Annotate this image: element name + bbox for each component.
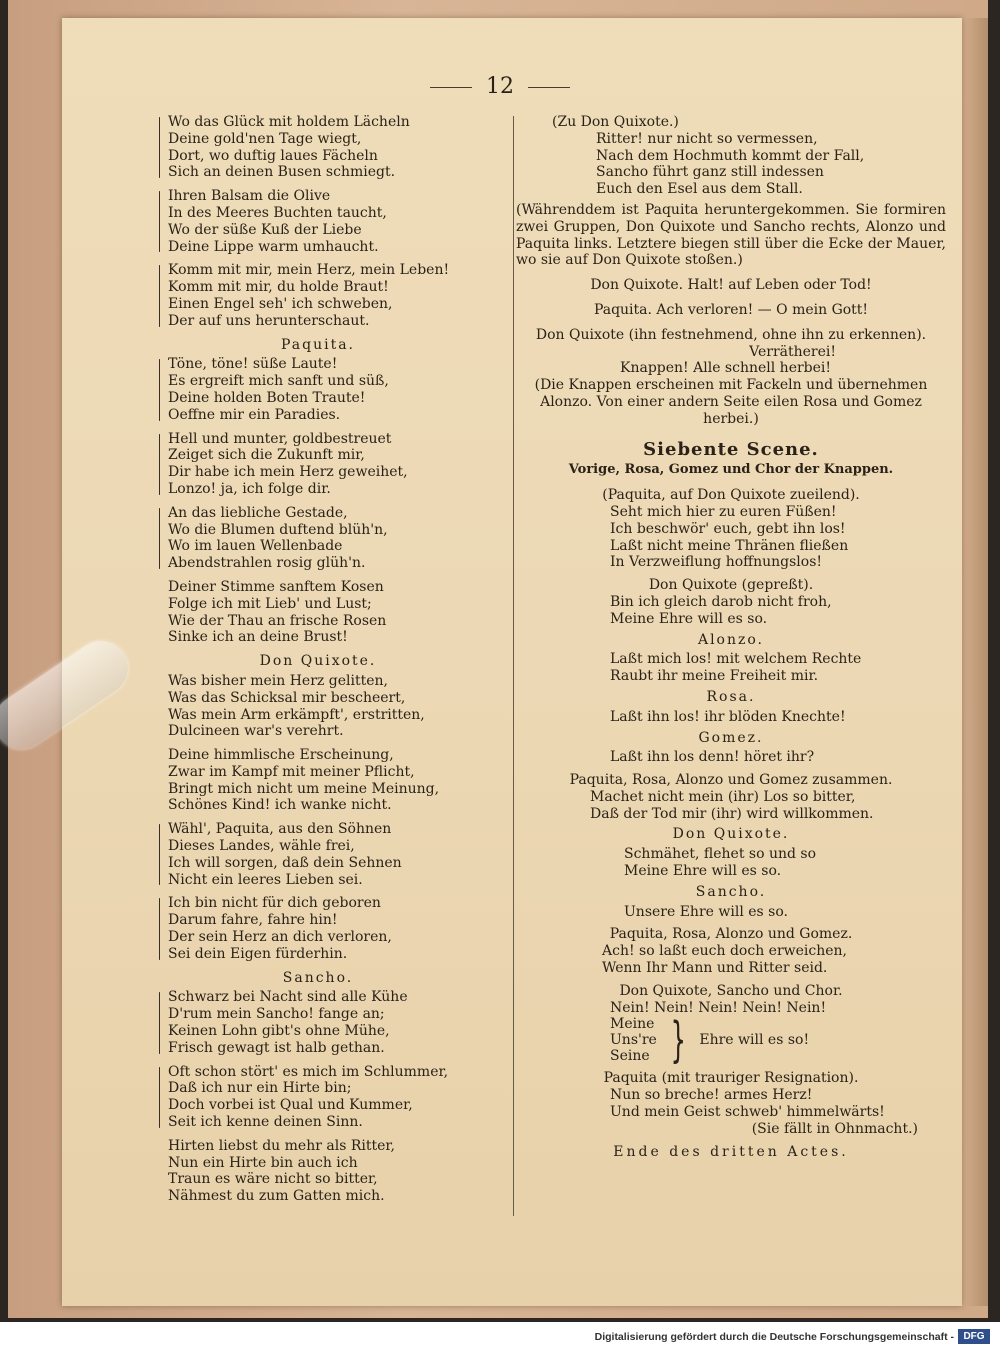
stage-direction: (Die Knappen erscheinen mit Fackeln und übernehmen Alonzo. Von einer andern Seite eilen Rosa und Gomez herbei.)	[534, 377, 928, 427]
verse-line: Ritter! nur nicht so vermessen,	[596, 130, 818, 147]
dialogue-line: Verrätherei!	[749, 343, 836, 360]
speaker-name: Alonzo.	[697, 631, 765, 648]
verse-stanza	[168, 747, 468, 814]
verse-line: Unsere Ehre will es so.	[624, 903, 788, 920]
speaker-name: Sancho.	[695, 883, 767, 900]
verse-line: Folge ich mit Lieb' und Lust;	[168, 595, 372, 612]
verse-line: Keinen Lohn gibt's ohne Mühe,	[168, 1023, 390, 1040]
dialogue-line: Paquita. Ach verloren! — O mein Gott!	[593, 301, 869, 318]
verse-line: Wo die Blumen duftend blüh'n,	[168, 521, 388, 538]
verse-stanza	[168, 895, 468, 962]
verse-stanza	[168, 673, 468, 740]
speaker-name: Paquita, Rosa, Alonzo und Gomez zusammen.	[569, 772, 893, 789]
verse-line: Komm mit mir, mein Herz, mein Leben!	[168, 262, 450, 279]
funding-notice: Digitalisierung gefördert durch die Deutsche Forschungsgemeinschaft -	[594, 1331, 954, 1343]
verse-stanza	[168, 989, 468, 1056]
verse-line: Nähmest du zum Gatten mich.	[168, 1188, 385, 1205]
verse-line: Laßt ihn los! ihr blöden Knechte!	[610, 708, 846, 725]
verse-block	[516, 789, 946, 823]
verse-line: Schönes Kind! ich wanke nicht.	[168, 797, 392, 814]
verse-line: In des Meeres Buchten taucht,	[168, 204, 387, 221]
brace-word: Seine	[610, 1048, 650, 1065]
verse-line: Laßt ihn los denn! höret ihr?	[610, 749, 815, 766]
verse-stanza	[168, 821, 468, 888]
speaker-name: Don Quixote.	[672, 826, 790, 843]
verse-line: Dir habe ich mein Herz geweihet,	[168, 464, 408, 481]
verse-line: Doch vorbei ist Qual und Kummer,	[168, 1097, 413, 1114]
verse-line: Sancho führt ganz still indessen	[596, 164, 824, 181]
verse-line: Bin ich gleich darob nicht froh,	[610, 593, 832, 610]
brace-word: Meine	[610, 1016, 655, 1033]
verse-line: Ich bin nicht für dich geboren	[168, 895, 381, 912]
speaker-name: Paquita (mit trauriger Resignation).	[603, 1070, 859, 1087]
speaker-name: Gomez.	[698, 729, 764, 746]
speaker-name: Don Quixote (gepreßt).	[648, 577, 814, 594]
verse-line: Dieses Landes, wähle frei,	[168, 838, 355, 855]
dialogue-line: Knappen! Alle schnell herbei!	[620, 360, 832, 377]
verse-block	[516, 846, 946, 880]
speaker-name: Sancho.	[282, 969, 354, 986]
dialogue-line: Don Quixote. Halt! auf Leben oder Tod!	[590, 277, 872, 294]
verse-stanza	[168, 188, 468, 255]
verse-line: Ehre will es so!	[699, 1032, 810, 1049]
verse-line: Was mein Arm erkämpft', erstritten,	[168, 706, 425, 723]
verse-block	[516, 131, 946, 198]
verse-stanza	[168, 579, 468, 646]
verse-line: Wenn Ihr Mann und Ritter seid.	[602, 960, 828, 977]
stage-direction: (Zu Don Quixote.)	[552, 114, 679, 130]
speaker-name: (Paquita, auf Don Quixote zueilend).	[602, 487, 860, 504]
scene-heading: Siebente Scene.	[643, 438, 819, 460]
verse-line: Dort, wo duftig laues Fächeln	[168, 147, 378, 164]
verse-line: Sei dein Eigen fürderhin.	[168, 945, 348, 962]
verse-line: Nein! Nein! Nein! Nein! Nein!	[610, 999, 827, 1016]
verse-line: Deiner Stimme sanftem Kosen	[168, 578, 384, 595]
act-end: Ende des dritten Actes.	[613, 1143, 849, 1160]
brace-word: Uns're	[610, 1032, 657, 1049]
verse-line: Töne, töne! süße Laute!	[168, 356, 338, 373]
verse-line: Nun ein Hirte bin auch ich	[168, 1154, 358, 1171]
verse-line: Meine Ehre will es so.	[610, 610, 768, 627]
dialogue-line: Don Quixote (ihn festnehmend, ohne ihn zu erkennen).	[535, 326, 927, 343]
verse-block	[516, 943, 946, 977]
verse-line: Bringt mich nicht um meine Meinung,	[168, 780, 440, 797]
right-column	[516, 114, 946, 1160]
brace-words	[610, 1016, 657, 1064]
verse-line: Zeiget sich die Zukunft mir,	[168, 447, 365, 464]
verse-line: Frisch gewagt ist halb gethan.	[168, 1039, 385, 1056]
verse-block	[516, 1087, 946, 1121]
verse-line: In Verzweiflung hoffnungslos!	[610, 554, 823, 571]
verse-line: Lonzo! ja, ich folge dir.	[168, 480, 331, 497]
verse-line: Traun es wäre nicht so bitter,	[168, 1171, 378, 1188]
verse-line: Daß der Tod mir (ihr) wird willkommen.	[590, 805, 874, 822]
dfg-logo: DFG	[958, 1329, 990, 1344]
verse-line: Sich an deinen Busen schmiegt.	[168, 164, 396, 181]
verse-line: Hirten liebst du mehr als Ritter,	[168, 1137, 395, 1154]
verse-line: Oft schon stört' es mich im Schlummer,	[168, 1063, 449, 1080]
brace-group	[516, 1012, 946, 1069]
verse-line: An das liebliche Gestade,	[168, 504, 348, 521]
verse-line: Wähl', Paquita, aus den Söhnen	[168, 821, 392, 838]
verse-line: Ach! so laßt euch doch erweichen,	[602, 943, 847, 960]
verse-stanza	[168, 114, 468, 181]
verse-line: Machet nicht mein (ihr) Los so bitter,	[590, 788, 856, 805]
verse-line: Was bisher mein Herz gelitten,	[168, 672, 388, 689]
verse-stanza	[168, 1138, 468, 1205]
verse-stanza	[168, 356, 468, 423]
verse-line: Der sein Herz an dich verloren,	[168, 929, 392, 946]
footer-bar	[0, 1322, 1000, 1352]
verse-stanza	[168, 431, 468, 498]
stage-direction: (Währenddem ist Paquita heruntergekommen. Sie formiren zwei Gruppen, Don Quixote und Sancho rechts, Alonzo und Paquita links. Letztere biegen still über die Ecke der Mauer, wo sie auf Don Quixote stoßen.)	[516, 201, 946, 269]
verse-stanza	[168, 1064, 468, 1131]
verse-line: Zwar im Kampf mit meiner Pflicht,	[168, 763, 415, 780]
verse-line: Wie der Thau an frische Rosen	[168, 612, 387, 629]
verse-line: Es ergreift mich sanft und süß,	[168, 373, 389, 390]
verse-line: Deine Lippe warm umhaucht.	[168, 238, 379, 255]
verse-line: Wo im lauen Wellenbade	[168, 538, 343, 555]
stage-direction: (Sie fällt in Ohnmacht.)	[751, 1120, 918, 1137]
verse-line: Nicht ein leeres Lieben sei.	[168, 871, 363, 888]
brace-icon: }	[670, 1012, 686, 1069]
verse-line: Darum fahre, fahre hin!	[168, 912, 338, 929]
verse-line: Meine Ehre will es so.	[624, 863, 782, 880]
verse-line: Deine gold'nen Tage wiegt,	[168, 130, 362, 147]
verse-line: Schwarz bei Nacht sind alle Kühe	[168, 989, 408, 1006]
verse-line: Laßt mich los! mit welchem Rechte	[610, 651, 862, 668]
left-column	[168, 114, 468, 1212]
rule-right	[528, 87, 570, 88]
verse-line: Einen Engel seh' ich schweben,	[168, 295, 393, 312]
verse-line: Deine holden Boten Traute!	[168, 389, 366, 406]
verse-line: Nach dem Hochmuth kommt der Fall,	[596, 147, 865, 164]
page-number: 12	[486, 74, 514, 99]
binding-edge	[960, 18, 988, 1306]
speaker-name: Don Quixote, Sancho und Chor.	[619, 982, 843, 999]
verse-line: Schmähet, flehet so und so	[624, 846, 817, 863]
verse-line: Wo das Glück mit holdem Lächeln	[168, 114, 410, 130]
verse-line: Deine himmlische Erscheinung,	[168, 747, 394, 764]
scene-characters: Vorige, Rosa, Gomez und Chor der Knappen.	[568, 462, 894, 478]
rule-left	[430, 87, 472, 88]
verse-stanza	[168, 262, 468, 329]
speaker-name: Paquita.	[280, 336, 356, 353]
verse-line: Komm mit mir, du holde Braut!	[168, 279, 389, 296]
verse-line: Und mein Geist schweb' himmelwärts!	[610, 1104, 885, 1121]
verse-line: Ihren Balsam die Olive	[168, 188, 331, 205]
verse-line: Daß ich nur ein Hirte bin;	[168, 1080, 352, 1097]
verse-line: Oeffne mir ein Paradies.	[168, 406, 341, 423]
page-number-row	[0, 74, 1000, 99]
verse-line: Ich beschwör' euch, gebt ihn los!	[610, 520, 846, 537]
verse-block	[516, 504, 946, 571]
speaker-name: Don Quixote.	[259, 653, 377, 670]
verse-line: Raubt ihr meine Freiheit mir.	[610, 668, 819, 685]
verse-line: Wo der süße Kuß der Liebe	[168, 221, 362, 238]
verse-line: Was das Schicksal mir bescheert,	[168, 689, 406, 706]
verse-line: Abendstrahlen rosig glüh'n.	[168, 555, 366, 572]
verse-line: Nun so breche! armes Herz!	[610, 1087, 813, 1104]
speaker-name: Rosa.	[706, 688, 756, 705]
verse-line: Hell und munter, goldbestreuet	[168, 430, 392, 447]
verse-stanza	[168, 505, 468, 572]
column-divider	[513, 116, 514, 1216]
verse-line: Der auf uns herunterschaut.	[168, 312, 370, 329]
verse-line: Euch den Esel aus dem Stall.	[596, 181, 803, 198]
verse-block	[516, 594, 946, 628]
verse-line: Seit ich kenne deinen Sinn.	[168, 1114, 363, 1131]
verse-line: D'rum mein Sancho! fange an;	[168, 1006, 385, 1023]
verse-line: Seht mich hier zu euren Füßen!	[610, 503, 837, 520]
verse-line: Ich will sorgen, daß dein Sehnen	[168, 854, 402, 871]
verse-line: Sinke ich an deine Brust!	[168, 629, 348, 646]
speaker-name: Paquita, Rosa, Alonzo und Gomez.	[609, 926, 853, 943]
verse-line: Dulcineen war's verehrt.	[168, 723, 344, 740]
verse-line: Laßt nicht meine Thränen fließen	[610, 537, 849, 554]
verse-block	[516, 651, 946, 685]
